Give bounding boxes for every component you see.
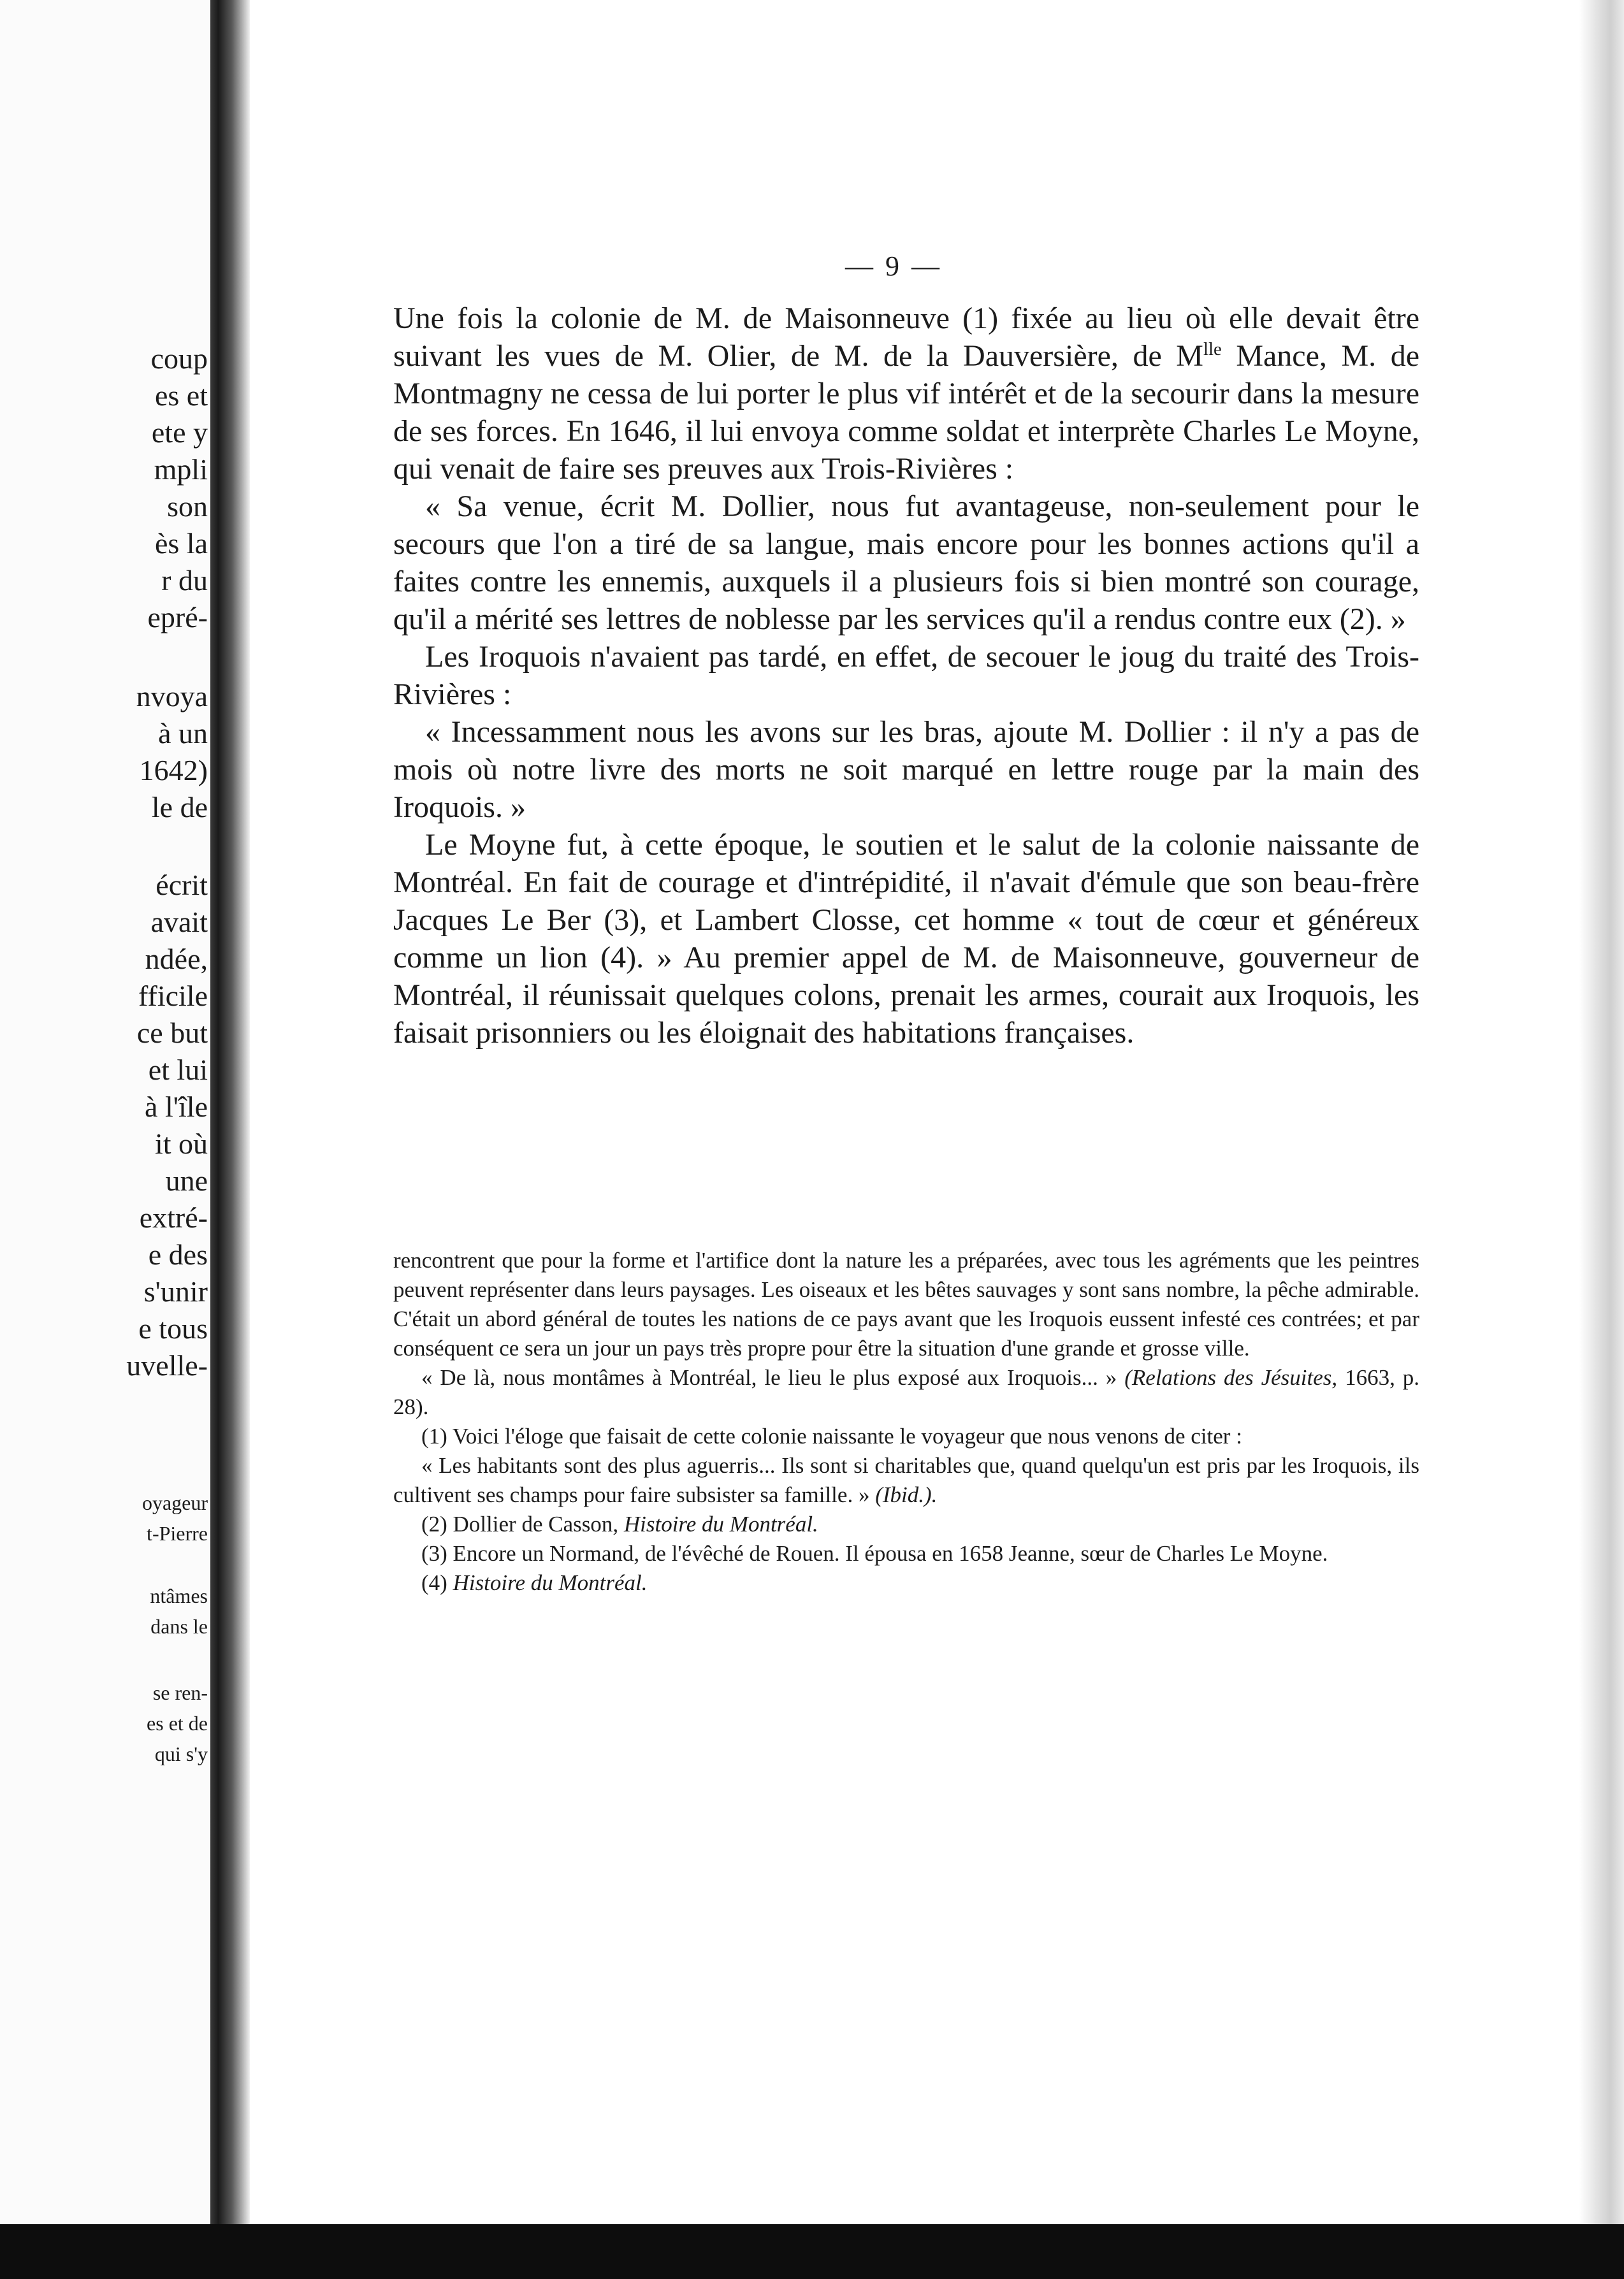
left-note-line: qui s'y [154,1742,208,1765]
footnote-continuation: rencontrent que pour la forme et l'artifice dont la nature les a préparées, avec tous les agréments que les peintres peuvent représenter dans leurs paysages. Les oiseaux et les bêtes sauvages y sont sans nombre, la pêche admirable. C'était un abord général de toutes les nations de ce pays avant que les Iroquois eussent infesté ces contrées; et par conséquent ce sera un jour un pays très propre pour être la situation d'une grande et grosse ville. [393,1248,1419,1361]
left-line: ete y [151,416,208,449]
footnote-quote [393,1451,1419,1510]
left-note-line: oyageur [141,1491,208,1514]
quote-paragraph: « Sa venue, écrit M. Dollier, nous fut avantageuse, non-seulement pour le secours que l'on a tiré de sa langue, mais encore pour les bonnes actions qu'il a faites contre les ennemis, auxquels il a plusieurs fois si bien montré son courage, qu'il a mérité ses lettres de noblesse par les services qu'il a rendus contre eux (2). » [393,489,1419,636]
page-edge [1579,0,1624,2231]
left-line: e des [148,1238,208,1271]
left-note-line: t-Pierre [147,1522,208,1545]
text-run: « De là, nous montâmes à Montréal, le lieu le plus exposé aux Iroquois... » [421,1365,1117,1390]
book-gutter [210,0,250,2231]
left-line: mpli [154,453,208,486]
paragraph [393,300,1419,488]
scan-border [0,2224,1624,2279]
source-citation: (Ibid.). [869,1482,938,1507]
footnote-quote [393,1363,1419,1422]
left-note-line: ntâmes [150,1584,208,1607]
text-run: Une fois la colonie de M. de Maisonneuve (1) fixée au lieu où elle devait être suivant les vues de M. Olier, de M. de la Dauversière, de M [393,301,1419,373]
book-page [250,0,1579,2224]
left-line: coup [150,342,208,375]
paragraph: Les Iroquois n'avaient pas tardé, en effet, de secouer le joug du traité des Trois-Rivières : [393,640,1419,711]
footnotes [393,1246,1419,1598]
left-line: à un [158,717,208,749]
left-note-line: se ren- [152,1681,208,1704]
left-line: epré- [147,601,208,633]
left-line: écrit [156,869,208,901]
text-run: 1663, p. 28). [393,1365,1420,1419]
left-line: es et [154,379,208,412]
left-line: s'unir [143,1275,208,1308]
main-text [393,300,1419,1052]
text-run: (2) Dollier de Casson, [421,1512,624,1537]
text-run: (4) [421,1570,453,1595]
left-line: le de [151,791,208,823]
left-line: it où [154,1127,208,1160]
left-line: ce but [136,1017,208,1049]
source-citation: Histoire du Montréal. [623,1512,818,1537]
paragraph: Le Moyne fut, à cette époque, le soutien et le salut de la colonie naissante de Montréal. En fait de courage et d'intrépidité, il n'avait d'émule que son beau-frère Jacques Le Ber (3), et Lambert Closse, cet homme « tout de cœur et généreux comme un lion (4). » Au premier appel de M. de Maisonneuve, gouverneur de Montréal, il réunissait quelques colons, prenait les armes, courait aux Iroquois, les faisait prisonniers ou les éloignait des habitations françaises. [393,828,1419,1050]
left-line: ndée, [145,943,208,975]
source-citation: Histoire du Montréal. [453,1570,648,1595]
left-line: ès la [154,527,208,560]
left-line: e tous [138,1312,208,1345]
left-line: 1642) [139,754,208,786]
left-note-line: dans le [150,1615,208,1638]
footnote-3: (3) Encore un Normand, de l'évêché de Rouen. Il épousa en 1658 Jeanne, sœur de Charles Le Moyne. [421,1541,1328,1566]
left-line: nvoya [136,680,208,713]
left-note-line: es et de [147,1712,208,1735]
left-line: et lui [148,1053,208,1086]
left-line: uvelle- [126,1349,208,1382]
left-line: avait [150,906,208,938]
left-line: fficile [138,980,208,1012]
left-line: r du [161,564,208,597]
text-run: « Les habitants sont des plus aguerris... Ils sont si charitables que, quand quelqu'un est pris par les Iroquois, ils cultivent ses champs pour faire subsister sa famille. » [393,1453,1419,1507]
footnote-1: (1) Voici l'éloge que faisait de cette colonie naissante le voyageur que nous venons de citer : [421,1424,1242,1449]
left-line: extré- [139,1201,208,1234]
left-line: son [167,490,208,523]
text-run: Mance, M. de Montmagny ne cessa de lui porter le plus vif intérêt et de la secourir dans la mesure de ses forces. En 1646, il lui envoya comme soldat et interprète Charles Le Moyne, qui venait de faire ses preuves aux Trois-Rivières : [393,339,1419,486]
source-citation: (Relations des Jésuites, [1124,1365,1338,1390]
superscript: lle [1203,339,1222,359]
footnote-2 [393,1510,1419,1539]
left-line: une [165,1164,208,1197]
quote-paragraph: « Incessamment nous les avons sur les bras, ajoute M. Dollier : il n'y a pas de mois où notre livre des morts ne soit marqué en lettre rouge par la main des Iroquois. » [393,715,1419,824]
footnote-4 [393,1568,1419,1598]
left-facing-page [0,0,210,2231]
left-line: à l'île [145,1090,208,1123]
page-number: — 9 — [845,250,942,282]
